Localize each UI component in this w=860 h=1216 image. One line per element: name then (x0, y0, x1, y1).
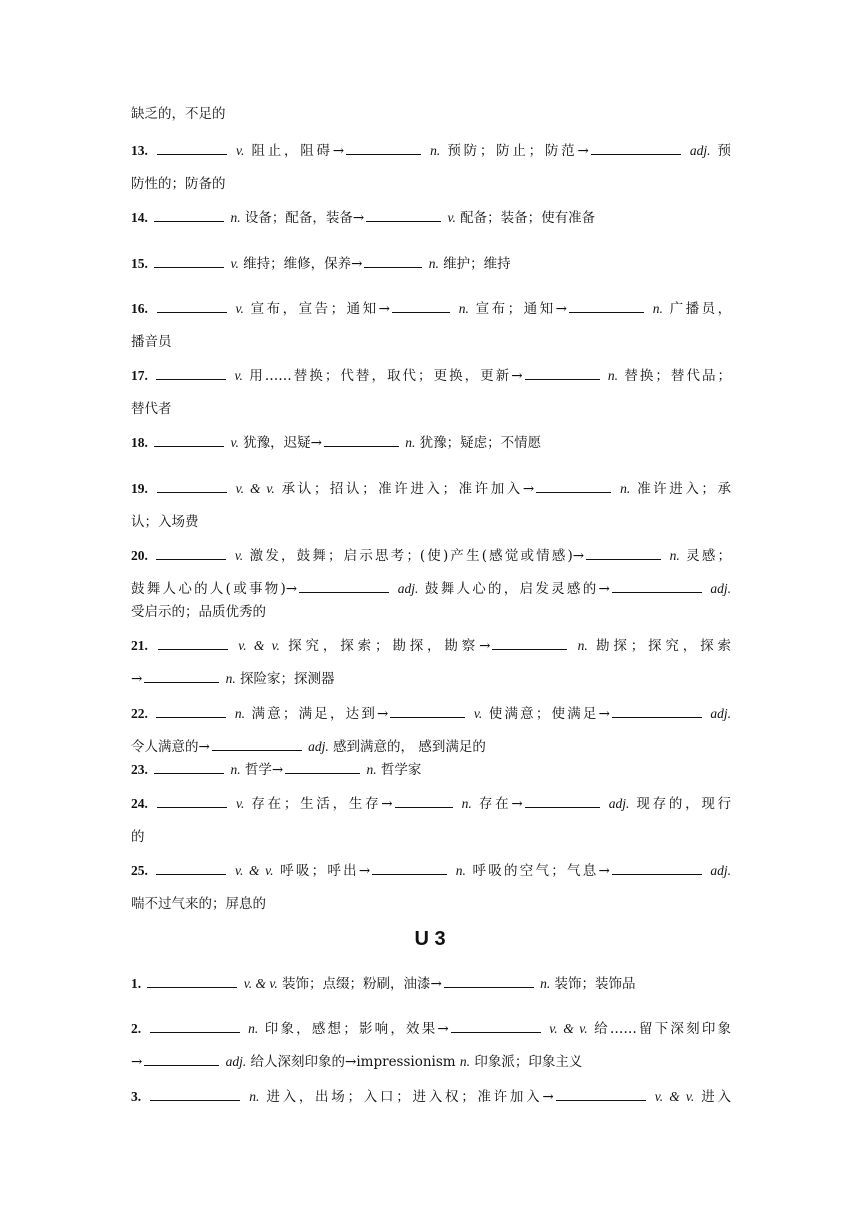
answer-blank[interactable] (150, 1088, 240, 1101)
answer-blank[interactable] (390, 705, 465, 718)
item-number: 25 (131, 863, 145, 878)
answer-blank[interactable] (147, 975, 237, 988)
item-number: 1 (131, 976, 138, 991)
definition: 预防；防止；防范→ (447, 143, 589, 159)
definition: 配备；装备；使有准备 (460, 210, 596, 226)
answer-blank[interactable] (525, 367, 600, 380)
definition: 阻止，阻碍→ (251, 143, 345, 159)
pos-label: v. & v. (238, 638, 280, 653)
answer-blank[interactable] (154, 255, 224, 268)
pos-label: adj. (397, 581, 419, 596)
answer-blank[interactable] (157, 300, 227, 313)
pos-label: n. (428, 256, 439, 271)
item-number: 16 (131, 301, 145, 316)
definition: 用……替换；代替，取代；更换，更新→ (249, 368, 523, 384)
answer-blank[interactable] (156, 547, 226, 560)
pos-label: n. (652, 301, 663, 316)
item-number: 19 (131, 481, 145, 496)
pos-label: v. & v. (243, 976, 278, 991)
pos-label: n. (461, 796, 472, 811)
u3-item-2: 2. n. 印象，感想；影响，效果→ v. & v. 给……留下深刻印象 (131, 1021, 732, 1037)
definition: 存在；生活，生存→ (251, 796, 393, 812)
definition: 给人深刻印象的→impressionism (250, 1054, 456, 1070)
pos-label: v. (234, 548, 244, 563)
pos-label: n. (405, 435, 416, 450)
pos-label: v. & v. (235, 863, 274, 878)
definition: 现存的，现行 (636, 796, 732, 812)
item-20: 20. v. 激发，鼓舞；启示思考；(使)产生(感觉或情感)→ n. 灵感； (131, 548, 732, 564)
text: 防性的；防备的 (131, 176, 226, 192)
answer-blank[interactable] (395, 795, 453, 808)
item-22: 22. n. 满意；满足，达到→ v. 使满意；使满足→ adj. (131, 706, 732, 722)
definition: 宣布，宣告；通知→ (250, 301, 390, 317)
answer-blank[interactable] (612, 580, 702, 593)
pos-label: v. (230, 435, 239, 450)
answer-blank[interactable] (364, 255, 422, 268)
pos-label: v. (230, 256, 239, 271)
line-continuation (131, 895, 731, 913)
pos-label: n. (540, 976, 551, 991)
arrow: → (131, 1054, 143, 1070)
pos-label: n. (620, 481, 631, 496)
answer-blank[interactable] (150, 1020, 240, 1033)
definition: 鼓舞人心的，启发灵感的→ (424, 581, 610, 597)
line-continuation (131, 105, 731, 123)
definition: 广播员， (669, 301, 732, 317)
pos-label: adj. (710, 863, 732, 878)
definition: 进入，出场；入口；进入权；准许加入→ (266, 1089, 554, 1105)
answer-blank[interactable] (536, 480, 611, 493)
item-21-line-2 (131, 670, 731, 688)
item-19: 19. v. & v. 承认；招认；准许进入；准许加入→ n. 准许进入；承 (131, 481, 731, 497)
pos-label: n. (455, 863, 466, 878)
line-continuation (131, 603, 731, 621)
item-17: 17. v. 用……替换；代替，取代；更换，更新→ n. 替换；替代品； (131, 368, 732, 384)
definition: 鼓舞人心的人(或事物)→ (131, 581, 298, 597)
pos-label: adj. (710, 581, 732, 596)
item-21: 21. v. & v. 探究，探索；勘探，勘察→ n. 勘探；探究，探索 (131, 638, 732, 654)
answer-blank[interactable] (157, 142, 227, 155)
definition: 装饰；点缀；粉刷，油漆→ (282, 976, 442, 992)
definition: 维护；维持 (443, 256, 511, 272)
answer-blank[interactable] (299, 580, 389, 593)
pos-label: adj. (710, 706, 732, 721)
answer-blank[interactable] (154, 761, 224, 774)
item-number: 22 (131, 706, 145, 721)
answer-blank[interactable] (156, 705, 226, 718)
answer-blank[interactable] (154, 209, 224, 222)
definition: 令人满意的→ (131, 739, 210, 755)
item-15: 15. v. 维持；维修，保养→ n. 维护；维持 (131, 256, 511, 272)
definition: 探究，探索；勘探，勘察→ (288, 638, 491, 654)
answer-blank[interactable] (346, 142, 421, 155)
item-number: 13 (131, 143, 145, 158)
u3-item-2-line-2 (131, 1053, 731, 1071)
definition: 勘探；探究，探索 (595, 638, 732, 654)
item-number: 15 (131, 256, 145, 271)
pos-label: adj. (225, 1054, 247, 1069)
pos-label: n. (669, 548, 680, 563)
item-20-line-2 (131, 580, 731, 598)
line-continuation (131, 828, 731, 846)
pos-label: n. (248, 1021, 259, 1036)
answer-blank[interactable] (157, 795, 227, 808)
pos-label: n. (249, 1089, 260, 1104)
pos-label: n. (234, 706, 245, 721)
pos-label: n. (366, 762, 377, 777)
definition: 犹豫，迟疑→ (243, 435, 322, 451)
pos-label: adj. (608, 796, 630, 811)
answer-blank[interactable] (366, 209, 441, 222)
definition: 装饰；装饰品 (554, 976, 636, 992)
definition: 预 (717, 143, 732, 159)
pos-label: v. (473, 706, 483, 721)
answer-blank[interactable] (586, 547, 661, 560)
answer-blank[interactable] (492, 637, 567, 650)
definition: 承认；招认；准许进入；准许加入→ (281, 481, 535, 497)
item-14: 14. n. 设备；配备，装备→ v. 配备；装备；使有准备 (131, 210, 596, 226)
pos-label: n. (225, 671, 236, 686)
item-23: 23. n. 哲学→ n. 哲学家 (131, 762, 422, 778)
answer-blank[interactable] (612, 862, 702, 875)
definition: 犹豫；疑虑；不情愿 (419, 435, 542, 451)
answer-blank[interactable] (444, 975, 534, 988)
definition: 给……留下深刻印象 (594, 1021, 732, 1037)
answer-blank[interactable] (612, 705, 702, 718)
definition: 呼吸的空气；气息→ (472, 863, 610, 879)
pos-label: adj. (308, 739, 329, 754)
pos-label: n. (577, 638, 588, 653)
answer-blank[interactable] (154, 434, 224, 447)
item-22-line-2 (131, 738, 731, 756)
pos-label: v. & v. (235, 481, 275, 496)
answer-blank[interactable] (591, 142, 681, 155)
line-continuation (131, 400, 731, 418)
pos-label: v. (235, 796, 245, 811)
definition: 维持；维修，保养→ (243, 256, 363, 272)
item-25: 25. v. & v. 呼吸；呼出→ n. 呼吸的空气；气息→ adj. (131, 863, 732, 879)
answer-blank[interactable] (451, 1020, 541, 1033)
answer-blank[interactable] (156, 367, 226, 380)
item-number: 18 (131, 435, 145, 450)
arrow: → (131, 671, 143, 687)
answer-blank[interactable] (372, 862, 447, 875)
definition: 设备；配备，装备→ (244, 210, 365, 226)
item-number: 14 (131, 210, 145, 225)
definition: 进入 (701, 1089, 731, 1105)
answer-blank[interactable] (144, 1053, 219, 1066)
pos-label: v. (236, 143, 245, 158)
item-number: 21 (131, 638, 145, 653)
line-continuation (131, 175, 731, 193)
item-number: 3 (131, 1089, 138, 1104)
pos-label: v. & v. (549, 1021, 588, 1036)
answer-blank[interactable] (525, 795, 600, 808)
item-16: 16. v. 宣布，宣告；通知→ n. 宣布；通知→ n. 广播员， (131, 301, 732, 317)
line-continuation (131, 333, 731, 351)
answer-blank[interactable] (392, 300, 450, 313)
text: 受启示的；品质优秀的 (131, 604, 266, 620)
answer-blank[interactable] (324, 434, 399, 447)
pos-label: v. (235, 301, 244, 316)
definition: 感到满意的， 感到满足的 (333, 739, 486, 755)
text: 替代者 (131, 401, 172, 417)
text: 的 (131, 829, 145, 845)
definition: 满意；满足，达到→ (251, 706, 389, 722)
definition: 灵感； (686, 548, 732, 564)
definition: 印象，感想；影响，效果→ (264, 1021, 449, 1037)
definition: 哲学→ (244, 762, 284, 778)
item-number: 2 (131, 1021, 138, 1036)
pos-label: v. & v. (654, 1089, 695, 1104)
answer-blank[interactable] (212, 738, 302, 751)
definition: 使满意；使满足→ (488, 706, 610, 722)
definition: 宣布；通知→ (475, 301, 567, 317)
pos-label: v. (234, 368, 243, 383)
item-number: 17 (131, 368, 145, 383)
pos-label: n. (430, 143, 441, 158)
answer-blank[interactable] (157, 480, 227, 493)
definition: 准许进入；承 (637, 481, 731, 497)
line-continuation (131, 513, 731, 531)
answer-blank[interactable] (156, 862, 226, 875)
text: 缺乏的，不足的 (131, 106, 226, 122)
u3-item-1: 1. v. & v. 装饰；点缀；粉刷，油漆→ n. 装饰；装饰品 (131, 976, 636, 992)
pos-label: n. (230, 210, 241, 225)
pos-label: n. (459, 1054, 471, 1069)
answer-blank[interactable] (569, 300, 644, 313)
item-number: 20 (131, 548, 145, 563)
text: 喘不过气来的；屏息的 (131, 896, 266, 912)
item-18: 18. v. 犹豫，迟疑→ n. 犹豫；疑虑；不情愿 (131, 435, 542, 451)
answer-blank[interactable] (158, 637, 228, 650)
definition: 哲学家 (380, 762, 422, 778)
pos-label: n. (607, 368, 618, 383)
pos-label: n. (458, 301, 469, 316)
u3-item-3: 3. n. 进入，出场；入口；进入权；准许加入→ v. & v. 进入 (131, 1089, 731, 1105)
item-number: 24 (131, 796, 145, 811)
pos-label: adj. (689, 143, 711, 158)
item-13: 13. v. 阻止，阻碍→ n. 预防；防止；防范→ adj. 预 (131, 143, 732, 159)
text: 播音员 (131, 334, 172, 350)
answer-blank[interactable] (285, 761, 360, 774)
definition: 探险家；探测器 (240, 671, 335, 687)
definition: 替换；替代品； (624, 368, 732, 384)
text: 认；入场费 (131, 514, 199, 530)
unit-heading: U 3 (414, 928, 446, 950)
answer-blank[interactable] (556, 1088, 646, 1101)
pos-label: n. (230, 762, 241, 777)
item-number: 23 (131, 762, 145, 777)
definition: 存在→ (478, 796, 523, 812)
definition: 激发，鼓舞；启示思考；(使)产生(感觉或情感)→ (249, 548, 585, 564)
definition: 呼吸；呼出→ (280, 863, 371, 879)
pos-label: v. (447, 210, 456, 225)
answer-blank[interactable] (144, 670, 219, 683)
item-24: 24. v. 存在；生活，生存→ n. 存在→ adj. 现存的，现行 (131, 796, 732, 812)
definition: 印象派；印象主义 (474, 1054, 583, 1070)
